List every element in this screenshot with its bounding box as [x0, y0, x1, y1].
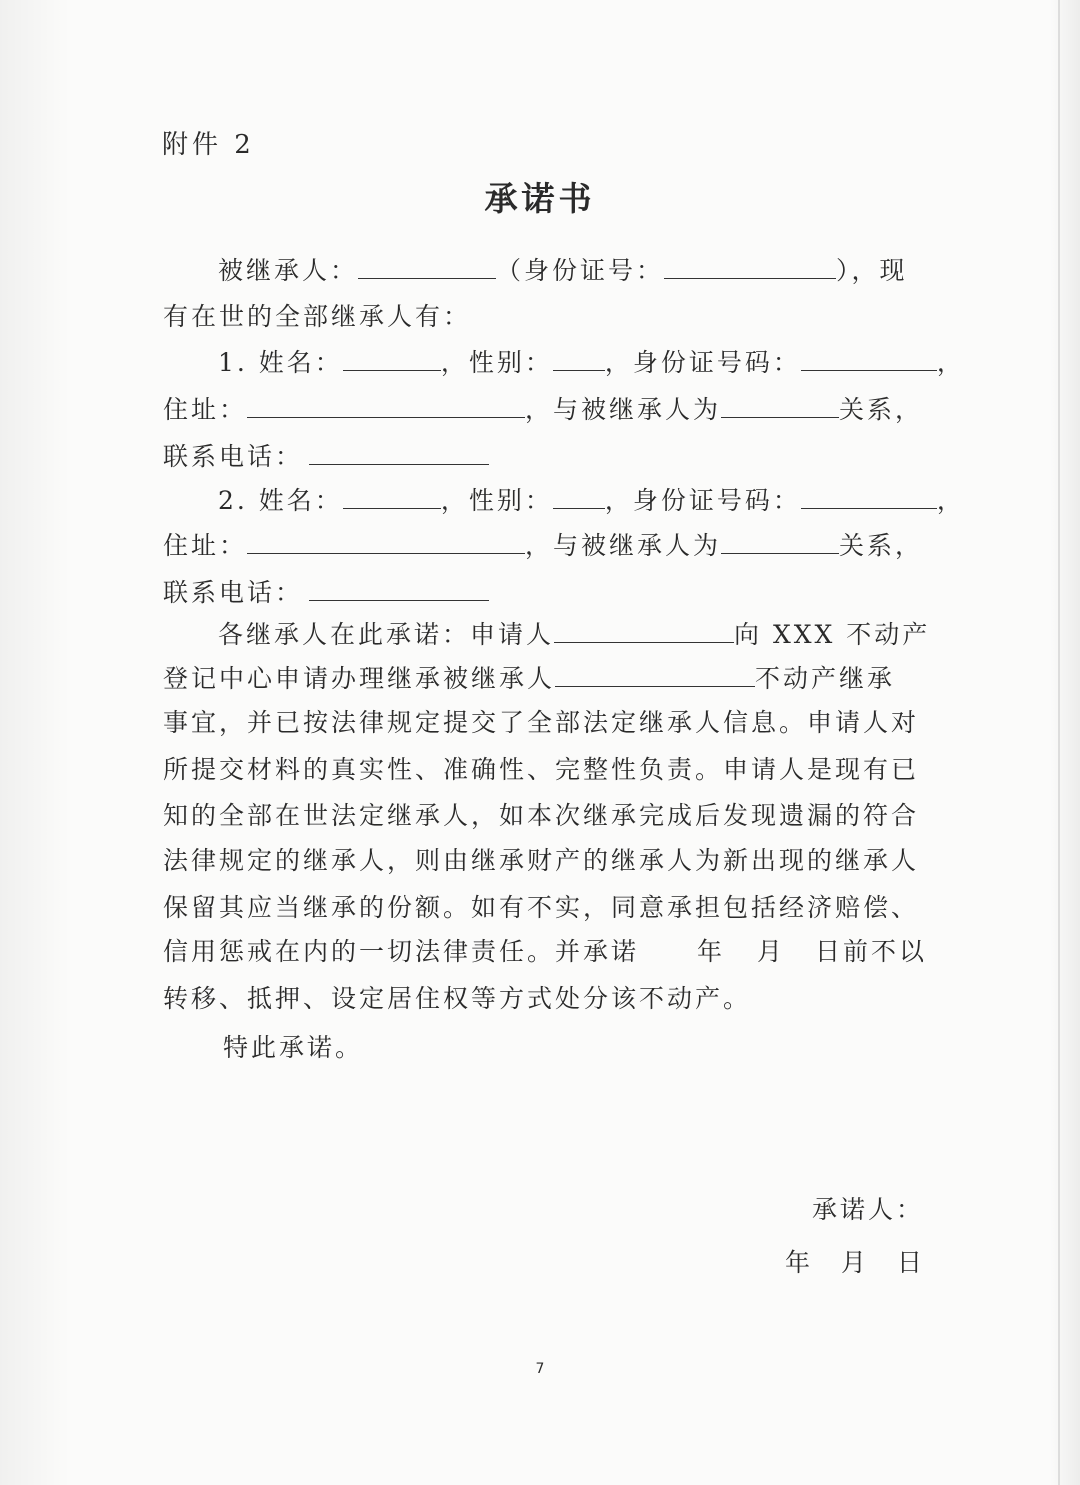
id-open-label: （身份证号： [496, 256, 665, 285]
pledge-line-3: 事宜，并已按法律规定提交了全部法定继承人信息。申请人对 [163, 708, 920, 737]
pledge-line-8-b: 日前不以 [815, 937, 928, 966]
pledge-line-6: 法律规定的继承人，则由继承财产的继承人为新出现的继承人 [163, 846, 920, 875]
heir-name-blank[interactable] [343, 486, 441, 509]
applicant-blank[interactable] [554, 620, 734, 643]
heir-address-label: 住址： [163, 395, 248, 424]
heir-2-line-2 [163, 531, 923, 561]
heir-relation-suffix: 关系， [839, 395, 924, 424]
intro-line-2: 有在世的全部继承人有： [163, 302, 472, 331]
heir-2-line-3 [163, 578, 489, 608]
heir-1-line-3 [163, 442, 489, 472]
heir-gender-label: ，性别： [440, 486, 553, 515]
pledge-line-8 [163, 937, 927, 967]
heir-gender-blank[interactable] [553, 486, 605, 509]
heir-name-label: 1. 姓名： [218, 348, 343, 377]
heir-address-label: 住址： [163, 531, 248, 560]
heir-id-blank[interactable] [801, 348, 937, 371]
heir-name-blank[interactable] [343, 348, 441, 371]
heir-relation-blank[interactable] [721, 395, 839, 418]
pledge-line-2 [163, 664, 895, 694]
heir-relation-suffix: 关系， [839, 531, 924, 560]
heir-2-line-1 [218, 486, 965, 516]
heir-name-label: 2. 姓名： [218, 486, 343, 515]
pledge-line-8-a: 信用惩戒在内的一切法律责任。并承诺 [163, 937, 640, 966]
signer-label: 承诺人： [812, 1195, 925, 1224]
attachment-label: 附件 2 [162, 130, 255, 160]
scan-shadow-left [0, 0, 70, 1485]
heir-phone-blank[interactable] [309, 442, 489, 465]
heir-1-line-1 [218, 348, 965, 378]
decedent-id-blank[interactable] [664, 256, 836, 279]
heir-address-blank[interactable] [247, 531, 525, 554]
heir-relation-label: ，与被继承人为 [525, 531, 722, 560]
signature-month: 月 [841, 1248, 870, 1277]
id-close-label: ），现 [836, 256, 908, 285]
heir-phone-blank[interactable] [309, 578, 489, 601]
heir-relation-label: ，与被继承人为 [525, 395, 722, 424]
heir-gender-label: ，性别： [440, 348, 553, 377]
pledge-closing: 特此承诺。 [223, 1033, 364, 1062]
heir-id-blank[interactable] [801, 486, 937, 509]
intro-line-1 [218, 256, 908, 286]
pledge-line-1-a: 各继承人在此承诺：申请人 [218, 620, 555, 649]
pledge-line-1-b: 向 XXX 不动产 [734, 620, 931, 649]
heir-id-label: ，身份证号码： [604, 348, 801, 377]
heir-1-line-2 [163, 395, 923, 425]
pledge-line-7: 保留其应当继承的份额。如有不实，同意承担包括经济赔偿、 [163, 893, 920, 922]
pledge-year-label: 年 [697, 937, 726, 966]
pledge-line-1 [218, 620, 930, 650]
pledge-line-9: 转移、抵押、设定居住权等方式处分该不动产。 [163, 984, 752, 1013]
signature-date [785, 1248, 925, 1278]
decedent-name-blank-2[interactable] [555, 664, 755, 687]
decedent-label: 被继承人： [218, 256, 359, 285]
heir-trailing-comma: ， [936, 348, 965, 377]
pledge-line-4: 所提交材料的真实性、准确性、完整性负责。申请人是现有已 [163, 755, 920, 784]
pledge-line-2-a: 登记中心申请办理继承被继承人 [163, 664, 556, 693]
heir-phone-label: 联系电话： [163, 578, 304, 607]
heir-address-blank[interactable] [247, 395, 525, 418]
signature-year: 年 [785, 1248, 814, 1277]
pledge-month-label: 月 [757, 937, 786, 966]
heir-relation-blank[interactable] [721, 531, 839, 554]
heir-id-label: ，身份证号码： [604, 486, 801, 515]
heir-trailing-comma: ， [936, 486, 965, 515]
page-edge-line [1058, 0, 1060, 1485]
document-title: 承诺书 [484, 179, 596, 218]
heir-phone-label: 联系电话： [163, 442, 304, 471]
pledge-line-2-b: 不动产继承 [755, 664, 896, 693]
signature-day: 日 [897, 1248, 926, 1277]
pledge-line-5: 知的全部在世法定继承人，如本次继承完成后发现遗漏的符合 [163, 801, 920, 830]
heir-gender-blank[interactable] [553, 348, 605, 371]
scan-shadow-right [1050, 0, 1080, 1485]
decedent-name-blank[interactable] [358, 256, 496, 279]
page-number: 7 [535, 1361, 545, 1377]
